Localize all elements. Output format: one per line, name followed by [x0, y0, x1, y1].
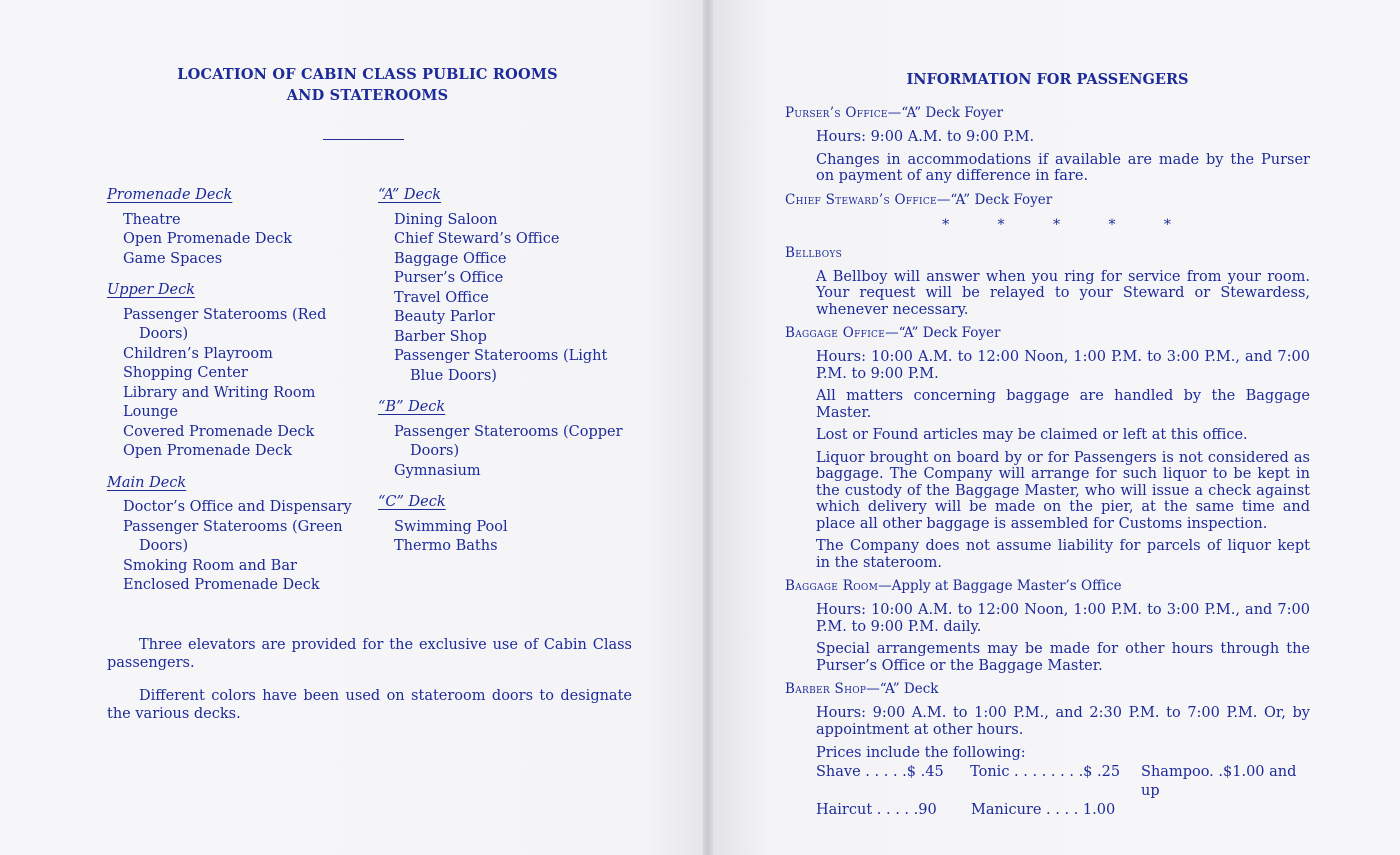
prices-intro: Prices include the following:: [816, 745, 1026, 761]
deck-heading: “A” Deck: [378, 187, 442, 203]
list-item: Covered Promenade Deck: [123, 423, 315, 440]
deck-section: [107, 474, 362, 596]
section-note: All matters concerning baggage are handled by the Baggage Master.: [816, 388, 1310, 421]
list-item: Doctor’s Office and Dispensary: [123, 499, 352, 515]
barber-prices: [816, 744, 1310, 820]
deck-heading: “C” Deck: [378, 494, 446, 510]
price-shampoo: Shampoo. .$1.00 and up: [1141, 764, 1297, 799]
list-item: Children’s Playroom: [123, 345, 273, 362]
deck-room-list: [378, 211, 640, 387]
door-colors-paragraph: Different colors have been used on stateroom doors to designate the various decks.: [107, 687, 632, 722]
list-item: Lounge: [123, 404, 178, 420]
passenger-info: [785, 104, 1310, 826]
deck-heading: Main Deck: [107, 474, 187, 491]
price-haircut: Haircut . . . . .90: [816, 802, 937, 818]
deck-section: [378, 186, 640, 386]
right-page-title: INFORMATION FOR PASSENGERS: [906, 71, 1189, 88]
baggage-office-section: [785, 324, 1310, 571]
asterisk-separator: * * * * *: [942, 216, 1193, 233]
list-item: Beauty Parlor: [394, 309, 495, 325]
office-hours: Hours: 9:00 A.M. to 9:00 P.M.: [816, 129, 1035, 145]
list-item: Library and Writing Room: [123, 384, 316, 401]
list-item: Dining Saloon: [394, 211, 498, 228]
price-row: [816, 763, 1310, 801]
list-item: Swimming Pool: [394, 518, 508, 535]
section-heading: Baggage Office—“A” Deck Foyer: [785, 325, 1001, 341]
deck-column-1: [107, 186, 362, 608]
list-item: Chief Steward’s Office: [394, 231, 560, 247]
list-item: Gymnasium: [394, 462, 481, 479]
deck-heading: “B” Deck: [378, 399, 446, 415]
list-item: Open Promenade Deck: [123, 443, 293, 459]
list-item: Enclosed Promenade Deck: [123, 577, 320, 593]
price-tonic: Tonic . . . . . . . .$ .25: [970, 764, 1121, 780]
list-item: Theatre: [123, 211, 181, 228]
list-item: Passenger Staterooms (Light Blue Doors): [394, 348, 608, 384]
list-item: Smoking Room and Bar: [123, 557, 297, 574]
section-note: The Company does not assume liability for parcels of liquor kept in the stateroom.: [816, 538, 1310, 571]
section-note: Changes in accommodations if available are made by the Purser on payment of any difference in fare.: [816, 151, 1310, 184]
list-item: Game Spaces: [123, 250, 223, 267]
barber-shop-section: [785, 680, 1310, 820]
list-item: Baggage Office: [394, 250, 507, 267]
deck-room-list: [107, 498, 362, 596]
section-heading: Chief Steward’s Office—“A” Deck Foyer: [785, 191, 1053, 208]
section-note: Liquor brought on board by or for Passengers is not considered as baggage. The Company will arrange for such liquor to be kept in the custody of the Baggage Master, who will issue a check against which delivery will be made on the pier, at the same time and place all other baggage is assembled for Customs inspection.: [816, 449, 1310, 532]
price-manicure: Manicure . . . . 1.00: [971, 802, 1116, 818]
section-heading: Bellboys: [785, 244, 843, 261]
page-gutter: [703, 0, 713, 855]
deck-section: [107, 281, 362, 462]
pursers-office-section: [785, 104, 1310, 185]
list-item: Thermo Baths: [394, 538, 498, 554]
title-line-2: AND STATEROOMS: [286, 87, 449, 104]
list-item: Purser’s Office: [394, 270, 504, 286]
bellboys-section: [785, 244, 1310, 319]
section-note: Lost or Found articles may be claimed or left at this office.: [816, 427, 1248, 443]
title-line-1: LOCATION OF CABIN CLASS PUBLIC ROOMS: [177, 66, 558, 83]
section-heading: Purser’s Office—“A” Deck Foyer: [785, 105, 1004, 121]
baggage-room-section: [785, 577, 1310, 674]
list-item: Barber Shop: [394, 328, 487, 345]
price-row: [816, 801, 1310, 820]
title-rule: [323, 139, 404, 140]
left-page-title: [100, 64, 635, 106]
section-note: Special arrangements may be made for other hours through the Purser’s Office or the Baggage Master.: [816, 641, 1310, 674]
section-heading: Barber Shop—“A” Deck: [785, 681, 939, 697]
deck-section: [378, 398, 640, 481]
list-item: Shopping Center: [123, 365, 248, 381]
deck-room-list: [107, 306, 362, 462]
elevators-paragraph: Three elevators are provided for the exclusive use of Cabin Class passengers.: [107, 636, 632, 671]
deck-heading: Promenade Deck: [107, 187, 233, 203]
deck-column-2: [378, 186, 640, 569]
price-shave: Shave . . . . .$ .45: [816, 764, 944, 780]
deck-section: [378, 493, 640, 557]
list-item: Travel Office: [394, 289, 489, 306]
deck-room-list: [378, 423, 640, 482]
deck-room-list: [107, 211, 362, 270]
deck-room-list: [378, 518, 640, 557]
list-item: Passenger Staterooms (Copper Doors): [394, 423, 623, 459]
office-hours: Hours: 9:00 A.M. to 1:00 P.M., and 2:30 P.M. to 7:00 P.M. Or, by appointment at other hours.: [816, 705, 1310, 738]
deck-section: [107, 186, 362, 269]
chief-steward-section: [785, 191, 1310, 210]
list-item: Passenger Staterooms (Green Doors): [123, 518, 343, 554]
list-item: Open Promenade Deck: [123, 231, 293, 247]
office-hours: Hours: 10:00 A.M. to 12:00 Noon, 1:00 P.M. to 3:00 P.M., and 7:00 P.M. to 9:00 P.M. daily.: [816, 602, 1310, 635]
section-note: A Bellboy will answer when you ring for service from your room. Your request will be relayed to your Steward or Stewardess, whenever necessary.: [816, 268, 1310, 318]
list-item: Passenger Staterooms (Red Doors): [123, 306, 327, 342]
office-hours: Hours: 10:00 A.M. to 12:00 Noon, 1:00 P.M. to 3:00 P.M., and 7:00 P.M. to 9:00 P.M.: [816, 349, 1310, 382]
section-heading: Baggage Room—Apply at Baggage Master’s Office: [785, 578, 1122, 594]
deck-heading: Upper Deck: [107, 282, 196, 298]
